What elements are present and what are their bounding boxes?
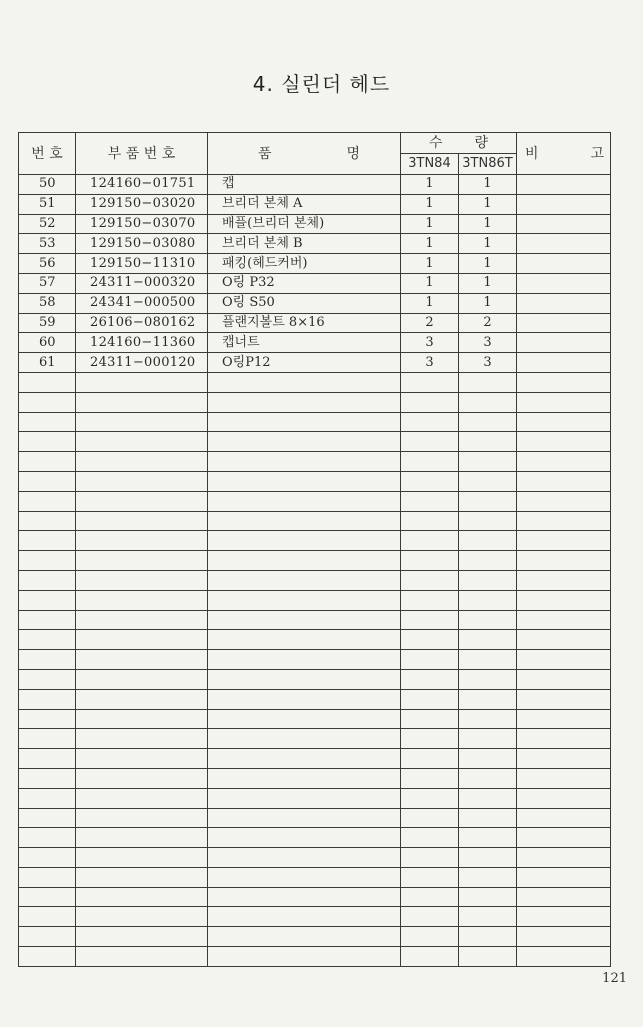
part-number-cell <box>76 788 208 808</box>
row-number-cell: 58 <box>19 293 76 313</box>
part-name-cell <box>208 887 401 907</box>
blank-table-row <box>19 590 611 610</box>
row-number-cell <box>19 551 76 571</box>
row-number-cell <box>19 808 76 828</box>
part-number-cell <box>76 828 208 848</box>
remarks-cell <box>517 254 611 274</box>
quantity-3tn86t-cell <box>459 452 517 472</box>
remarks-cell <box>517 788 611 808</box>
quantity-3tn84-cell: 1 <box>401 234 459 254</box>
part-number-cell: 24311−000320 <box>76 273 208 293</box>
blank-table-row <box>19 511 611 531</box>
header-quantity <box>401 133 517 154</box>
blank-table-row <box>19 630 611 650</box>
part-name-cell <box>208 432 401 452</box>
blank-table-row <box>19 768 611 788</box>
remarks-cell <box>517 749 611 769</box>
header-quantity-right: 량 <box>474 135 488 151</box>
part-number-cell <box>76 927 208 947</box>
quantity-3tn84-cell <box>401 709 459 729</box>
part-name-cell <box>208 788 401 808</box>
parts-table-body <box>19 175 611 967</box>
row-number-cell: 56 <box>19 254 76 274</box>
remarks-cell <box>517 709 611 729</box>
quantity-3tn86t-cell <box>459 630 517 650</box>
part-number-cell <box>76 630 208 650</box>
table-row <box>19 254 611 274</box>
quantity-3tn86t-cell <box>459 372 517 392</box>
quantity-3tn86t-cell <box>459 650 517 670</box>
part-number-cell <box>76 491 208 511</box>
part-name-cell <box>208 392 401 412</box>
header-model-3tn86t: 3TN86T <box>459 154 517 175</box>
part-number-cell <box>76 432 208 452</box>
part-name-cell <box>208 768 401 788</box>
quantity-3tn86t-cell: 1 <box>459 214 517 234</box>
quantity-3tn84-cell <box>401 828 459 848</box>
remarks-cell <box>517 194 611 214</box>
quantity-3tn84-cell <box>401 867 459 887</box>
row-number-cell <box>19 689 76 709</box>
part-name-cell: 플랜지볼트 8×16 <box>208 313 401 333</box>
quantity-3tn86t-cell <box>459 392 517 412</box>
blank-table-row <box>19 729 611 749</box>
part-name-cell: 캡너트 <box>208 333 401 353</box>
remarks-cell <box>517 471 611 491</box>
table-row <box>19 313 611 333</box>
quantity-3tn84-cell: 1 <box>401 293 459 313</box>
blank-table-row <box>19 412 611 432</box>
remarks-cell <box>517 333 611 353</box>
part-number-cell <box>76 551 208 571</box>
part-name-cell: 캡 <box>208 175 401 195</box>
part-name-cell: O링 P32 <box>208 273 401 293</box>
row-number-cell <box>19 927 76 947</box>
part-name-cell <box>208 471 401 491</box>
part-number-cell: 26106−080162 <box>76 313 208 333</box>
part-name-cell <box>208 828 401 848</box>
blank-table-row <box>19 471 611 491</box>
quantity-3tn86t-cell <box>459 927 517 947</box>
row-number-cell <box>19 511 76 531</box>
remarks-cell <box>517 313 611 333</box>
part-name-cell: O링P12 <box>208 353 401 373</box>
part-number-cell <box>76 452 208 472</box>
row-number-cell <box>19 471 76 491</box>
part-number-cell <box>76 669 208 689</box>
part-number-cell <box>76 471 208 491</box>
part-number-cell: 129150−03020 <box>76 194 208 214</box>
quantity-3tn86t-cell <box>459 590 517 610</box>
row-number-cell <box>19 610 76 630</box>
header-no: 번 호 <box>19 133 76 175</box>
quantity-3tn86t-cell <box>459 729 517 749</box>
part-name-cell <box>208 729 401 749</box>
part-name-cell <box>208 452 401 472</box>
row-number-cell <box>19 947 76 967</box>
part-number-cell <box>76 570 208 590</box>
row-number-cell <box>19 848 76 868</box>
quantity-3tn84-cell <box>401 927 459 947</box>
part-number-cell: 129150−03080 <box>76 234 208 254</box>
part-name-cell <box>208 551 401 571</box>
quantity-3tn86t-cell <box>459 570 517 590</box>
row-number-cell <box>19 669 76 689</box>
blank-table-row <box>19 669 611 689</box>
part-name-cell <box>208 669 401 689</box>
remarks-cell <box>517 927 611 947</box>
header-part-name <box>208 133 401 175</box>
part-number-cell: 24311−000120 <box>76 353 208 373</box>
row-number-cell <box>19 907 76 927</box>
part-number-cell <box>76 729 208 749</box>
blank-table-row <box>19 689 611 709</box>
quantity-3tn84-cell <box>401 392 459 412</box>
part-name-cell <box>208 630 401 650</box>
part-number-cell <box>76 412 208 432</box>
quantity-3tn86t-cell <box>459 947 517 967</box>
blank-table-row <box>19 947 611 967</box>
remarks-cell <box>517 293 611 313</box>
quantity-3tn86t-cell: 1 <box>459 293 517 313</box>
table-row <box>19 214 611 234</box>
quantity-3tn86t-cell <box>459 610 517 630</box>
row-number-cell <box>19 590 76 610</box>
row-number-cell <box>19 650 76 670</box>
row-number-cell: 50 <box>19 175 76 195</box>
quantity-3tn84-cell: 1 <box>401 273 459 293</box>
quantity-3tn84-cell <box>401 610 459 630</box>
part-number-cell <box>76 907 208 927</box>
quantity-3tn86t-cell <box>459 887 517 907</box>
part-name-cell <box>208 491 401 511</box>
blank-table-row <box>19 867 611 887</box>
blank-table-row <box>19 610 611 630</box>
part-name-cell <box>208 412 401 432</box>
row-number-cell <box>19 630 76 650</box>
quantity-3tn84-cell <box>401 471 459 491</box>
quantity-3tn86t-cell <box>459 808 517 828</box>
blank-table-row <box>19 551 611 571</box>
quantity-3tn86t-cell: 1 <box>459 194 517 214</box>
quantity-3tn86t-cell <box>459 551 517 571</box>
remarks-cell <box>517 610 611 630</box>
row-number-cell <box>19 709 76 729</box>
part-number-cell <box>76 372 208 392</box>
header-part-number: 부 품 번 호 <box>76 133 208 175</box>
remarks-cell <box>517 729 611 749</box>
remarks-cell <box>517 570 611 590</box>
header-part-name-right: 명 <box>346 145 360 162</box>
quantity-3tn84-cell <box>401 768 459 788</box>
quantity-3tn84-cell <box>401 511 459 531</box>
quantity-3tn84-cell <box>401 630 459 650</box>
part-name-cell <box>208 570 401 590</box>
blank-table-row <box>19 788 611 808</box>
row-number-cell <box>19 392 76 412</box>
quantity-3tn84-cell: 1 <box>401 214 459 234</box>
header-model-3tn84: 3TN84 <box>401 154 459 175</box>
row-number-cell <box>19 768 76 788</box>
row-number-cell <box>19 749 76 769</box>
quantity-3tn86t-cell <box>459 709 517 729</box>
quantity-3tn84-cell <box>401 412 459 432</box>
remarks-cell <box>517 947 611 967</box>
part-number-cell <box>76 768 208 788</box>
part-number-cell <box>76 590 208 610</box>
quantity-3tn86t-cell <box>459 848 517 868</box>
quantity-3tn86t-cell <box>459 531 517 551</box>
remarks-cell <box>517 848 611 868</box>
table-row <box>19 353 611 373</box>
quantity-3tn84-cell <box>401 907 459 927</box>
remarks-cell <box>517 234 611 254</box>
part-name-cell <box>208 907 401 927</box>
quantity-3tn84-cell <box>401 531 459 551</box>
part-number-cell: 129150−03070 <box>76 214 208 234</box>
row-number-cell <box>19 412 76 432</box>
blank-table-row <box>19 432 611 452</box>
remarks-cell <box>517 175 611 195</box>
part-number-cell: 124160−11360 <box>76 333 208 353</box>
part-name-cell <box>208 927 401 947</box>
remarks-cell <box>517 590 611 610</box>
blank-table-row <box>19 531 611 551</box>
blank-table-row <box>19 828 611 848</box>
row-number-cell <box>19 867 76 887</box>
quantity-3tn84-cell <box>401 808 459 828</box>
header-remarks <box>517 133 611 175</box>
page-title: 4. 실린더 헤드 <box>252 72 391 96</box>
part-number-cell <box>76 531 208 551</box>
blank-table-row <box>19 887 611 907</box>
quantity-3tn86t-cell <box>459 828 517 848</box>
remarks-cell <box>517 511 611 531</box>
remarks-cell <box>517 353 611 373</box>
quantity-3tn84-cell <box>401 551 459 571</box>
part-name-cell <box>208 848 401 868</box>
part-number-cell <box>76 689 208 709</box>
part-number-cell: 124160−01751 <box>76 175 208 195</box>
quantity-3tn86t-cell <box>459 432 517 452</box>
part-name-cell: O링 S50 <box>208 293 401 313</box>
header-part-name-left: 품 <box>258 145 272 162</box>
header-remarks-right: 고 <box>590 145 604 162</box>
quantity-3tn86t-cell <box>459 768 517 788</box>
quantity-3tn86t-cell <box>459 788 517 808</box>
remarks-cell <box>517 768 611 788</box>
part-name-cell <box>208 650 401 670</box>
blank-table-row <box>19 848 611 868</box>
remarks-cell <box>517 867 611 887</box>
row-number-cell <box>19 452 76 472</box>
quantity-3tn86t-cell: 1 <box>459 273 517 293</box>
row-number-cell: 57 <box>19 273 76 293</box>
blank-table-row <box>19 709 611 729</box>
part-name-cell <box>208 590 401 610</box>
row-number-cell: 59 <box>19 313 76 333</box>
remarks-cell <box>517 669 611 689</box>
quantity-3tn86t-cell: 3 <box>459 333 517 353</box>
row-number-cell: 53 <box>19 234 76 254</box>
quantity-3tn84-cell <box>401 669 459 689</box>
parts-table <box>18 132 611 967</box>
part-number-cell <box>76 887 208 907</box>
row-number-cell <box>19 372 76 392</box>
remarks-cell <box>517 432 611 452</box>
row-number-cell <box>19 729 76 749</box>
part-number-cell: 129150−11310 <box>76 254 208 274</box>
blank-table-row <box>19 570 611 590</box>
quantity-3tn86t-cell: 1 <box>459 175 517 195</box>
quantity-3tn86t-cell <box>459 867 517 887</box>
header-remarks-left: 비 <box>525 145 539 162</box>
quantity-3tn84-cell: 1 <box>401 194 459 214</box>
row-number-cell <box>19 531 76 551</box>
quantity-3tn84-cell <box>401 452 459 472</box>
remarks-cell <box>517 392 611 412</box>
part-number-cell <box>76 867 208 887</box>
part-name-cell: 브리더 본체 A <box>208 194 401 214</box>
part-name-cell <box>208 610 401 630</box>
quantity-3tn86t-cell <box>459 511 517 531</box>
quantity-3tn84-cell <box>401 788 459 808</box>
remarks-cell <box>517 630 611 650</box>
remarks-cell <box>517 412 611 432</box>
blank-table-row <box>19 808 611 828</box>
page-number: 121 <box>602 971 627 986</box>
row-number-cell: 52 <box>19 214 76 234</box>
quantity-3tn84-cell <box>401 570 459 590</box>
quantity-3tn86t-cell <box>459 907 517 927</box>
remarks-cell <box>517 491 611 511</box>
part-number-cell <box>76 947 208 967</box>
part-name-cell <box>208 689 401 709</box>
quantity-3tn86t-cell <box>459 689 517 709</box>
blank-table-row <box>19 392 611 412</box>
row-number-cell <box>19 432 76 452</box>
blank-table-row <box>19 927 611 947</box>
part-name-cell <box>208 749 401 769</box>
quantity-3tn86t-cell <box>459 471 517 491</box>
part-number-cell: 24341−000500 <box>76 293 208 313</box>
quantity-3tn86t-cell <box>459 491 517 511</box>
remarks-cell <box>517 214 611 234</box>
part-number-cell <box>76 848 208 868</box>
part-number-cell <box>76 749 208 769</box>
quantity-3tn84-cell: 2 <box>401 313 459 333</box>
remarks-cell <box>517 907 611 927</box>
row-number-cell: 60 <box>19 333 76 353</box>
header-quantity-left: 수 <box>429 135 443 151</box>
table-row <box>19 273 611 293</box>
quantity-3tn84-cell <box>401 689 459 709</box>
table-row <box>19 234 611 254</box>
quantity-3tn84-cell: 3 <box>401 333 459 353</box>
part-number-cell <box>76 709 208 729</box>
blank-table-row <box>19 372 611 392</box>
remarks-cell <box>517 689 611 709</box>
blank-table-row <box>19 650 611 670</box>
row-number-cell <box>19 887 76 907</box>
blank-table-row <box>19 491 611 511</box>
quantity-3tn86t-cell: 3 <box>459 353 517 373</box>
table-row <box>19 175 611 195</box>
part-name-cell: 브리더 본체 B <box>208 234 401 254</box>
remarks-cell <box>517 452 611 472</box>
quantity-3tn84-cell <box>401 729 459 749</box>
part-name-cell <box>208 867 401 887</box>
part-name-cell <box>208 709 401 729</box>
remarks-cell <box>517 551 611 571</box>
part-number-cell <box>76 392 208 412</box>
part-name-cell <box>208 511 401 531</box>
quantity-3tn84-cell <box>401 650 459 670</box>
blank-table-row <box>19 907 611 927</box>
row-number-cell: 51 <box>19 194 76 214</box>
quantity-3tn84-cell: 3 <box>401 353 459 373</box>
quantity-3tn86t-cell <box>459 669 517 689</box>
part-name-cell <box>208 947 401 967</box>
blank-table-row <box>19 749 611 769</box>
quantity-3tn84-cell <box>401 749 459 769</box>
remarks-cell <box>517 887 611 907</box>
remarks-cell <box>517 531 611 551</box>
quantity-3tn86t-cell: 1 <box>459 234 517 254</box>
quantity-3tn84-cell <box>401 491 459 511</box>
row-number-cell <box>19 491 76 511</box>
quantity-3tn84-cell <box>401 947 459 967</box>
blank-table-row <box>19 452 611 472</box>
quantity-3tn84-cell <box>401 887 459 907</box>
remarks-cell <box>517 273 611 293</box>
quantity-3tn84-cell <box>401 372 459 392</box>
quantity-3tn84-cell <box>401 848 459 868</box>
part-name-cell <box>208 372 401 392</box>
quantity-3tn84-cell <box>401 590 459 610</box>
table-row <box>19 194 611 214</box>
quantity-3tn86t-cell <box>459 749 517 769</box>
part-name-cell <box>208 531 401 551</box>
part-number-cell <box>76 808 208 828</box>
remarks-cell <box>517 828 611 848</box>
part-name-cell: 패킹(헤드커버) <box>208 254 401 274</box>
row-number-cell <box>19 570 76 590</box>
part-number-cell <box>76 650 208 670</box>
table-row <box>19 293 611 313</box>
quantity-3tn84-cell: 1 <box>401 254 459 274</box>
quantity-3tn84-cell: 1 <box>401 175 459 195</box>
row-number-cell: 61 <box>19 353 76 373</box>
quantity-3tn86t-cell <box>459 412 517 432</box>
row-number-cell <box>19 788 76 808</box>
remarks-cell <box>517 808 611 828</box>
table-row <box>19 333 611 353</box>
quantity-3tn86t-cell: 2 <box>459 313 517 333</box>
part-name-cell <box>208 808 401 828</box>
part-number-cell <box>76 610 208 630</box>
part-name-cell: 배플(브리더 본체) <box>208 214 401 234</box>
remarks-cell <box>517 650 611 670</box>
row-number-cell <box>19 828 76 848</box>
part-number-cell <box>76 511 208 531</box>
quantity-3tn84-cell <box>401 432 459 452</box>
quantity-3tn86t-cell: 1 <box>459 254 517 274</box>
remarks-cell <box>517 372 611 392</box>
